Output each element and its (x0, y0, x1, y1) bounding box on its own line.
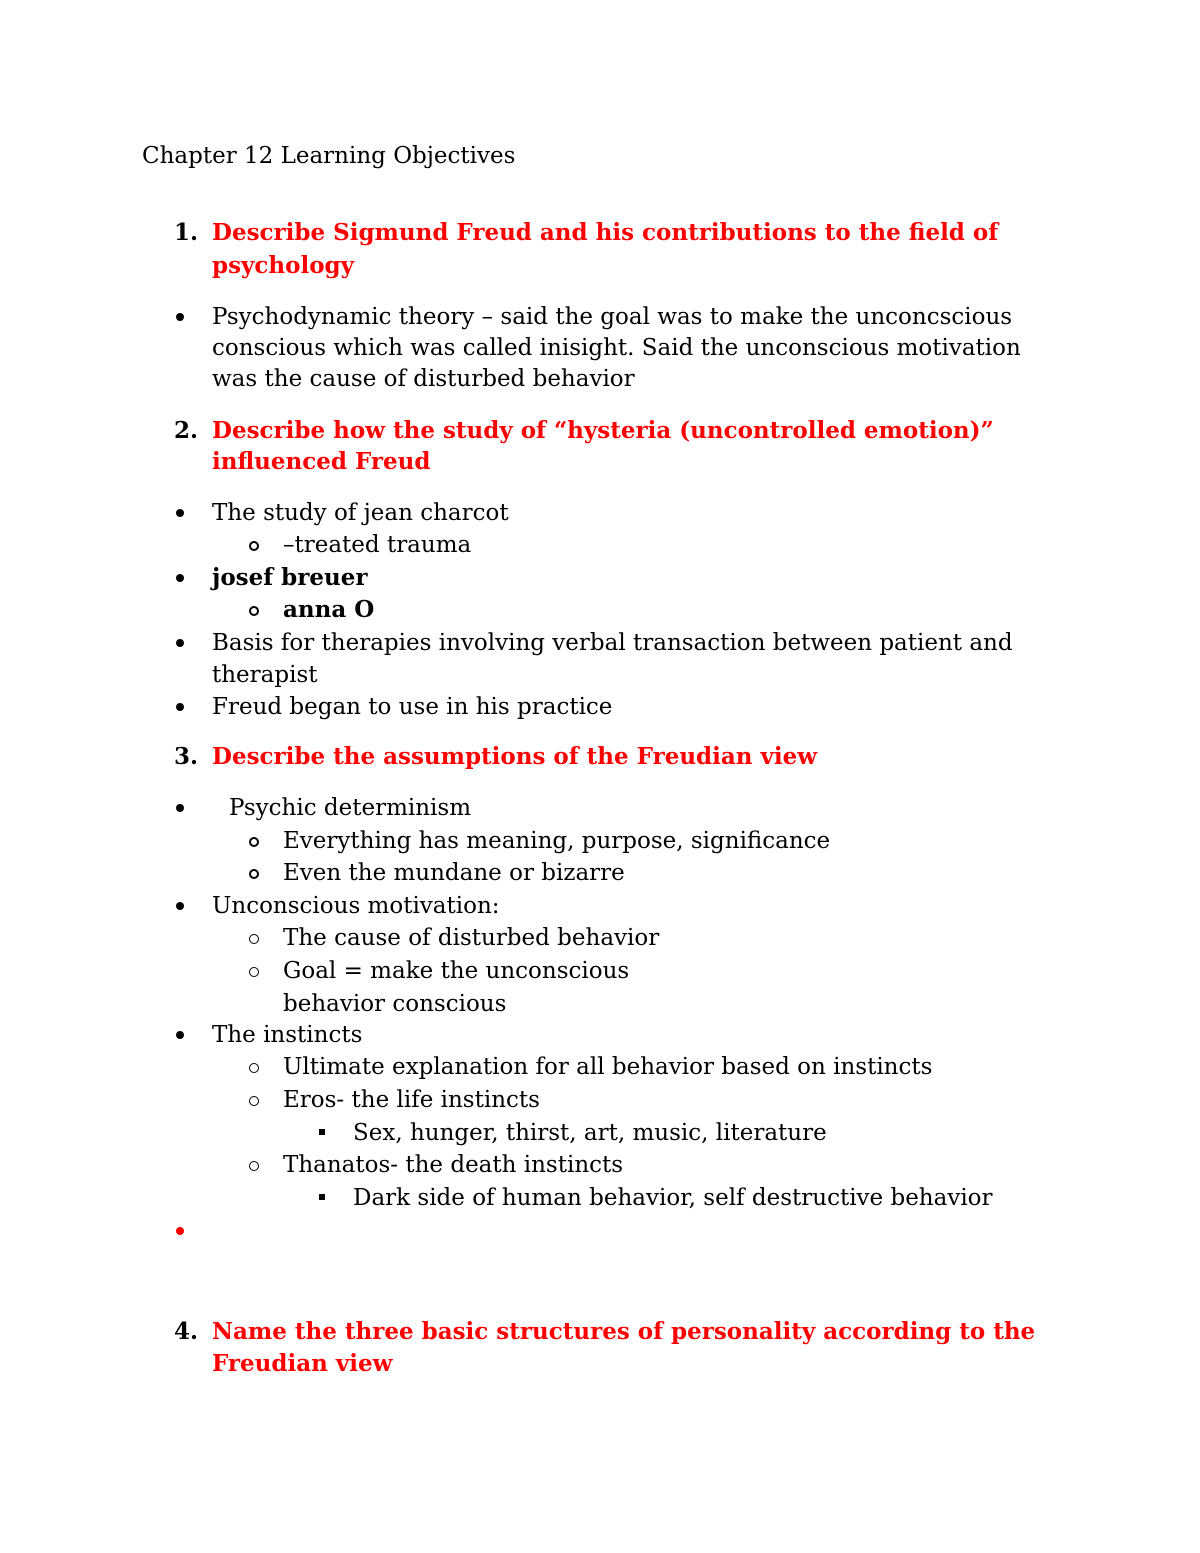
objective-4-number: 4. (174, 1318, 199, 1345)
square-bullet-icon (319, 1129, 325, 1135)
objective-3-note: Psychic determinism (229, 795, 472, 821)
objective-3-subsubnote: Sex, hunger, thirst, art, music, literature (353, 1120, 827, 1146)
objective-2-subnote: –treated trauma (283, 532, 472, 558)
objective-3-subnote: The cause of disturbed behavior (283, 925, 660, 951)
hollow-circle-bullet-icon (249, 606, 259, 616)
bullet-icon (176, 703, 184, 711)
objective-2-number: 2. (174, 417, 199, 444)
hollow-circle-bullet-icon (249, 541, 259, 551)
objective-3-subnote: Everything has meaning, purpose, significance (283, 828, 831, 854)
hollow-circle-bullet-icon (249, 967, 259, 977)
objective-3-note: The instincts (212, 1022, 363, 1048)
objective-2-heading-line-2: influenced Freud (212, 448, 431, 475)
objective-3-note: Unconscious motivation: (212, 893, 500, 919)
objective-1-note: conscious which was called inisight. Said the unconscious motivation (212, 335, 1021, 361)
bullet-icon (176, 509, 184, 517)
hollow-circle-bullet-icon (249, 934, 259, 944)
objective-4-heading-line-2: Freudian view (212, 1350, 393, 1377)
hollow-circle-bullet-icon (249, 837, 259, 847)
red-bullet-icon (176, 1227, 184, 1235)
objective-2-subnote: anna O (283, 596, 375, 623)
objective-2-note: Freud began to use in his practice (212, 694, 613, 720)
hollow-circle-bullet-icon (249, 1161, 259, 1171)
bullet-icon (176, 804, 184, 812)
objective-2-note: The study of jean charcot (212, 500, 509, 526)
objective-1-number: 1. (174, 219, 199, 246)
hollow-circle-bullet-icon (249, 1096, 259, 1106)
objective-3-heading-line-1: Describe the assumptions of the Freudian view (212, 743, 818, 770)
objective-2-note: josef breuer (212, 564, 368, 591)
objective-1-heading-line-2: psychology (212, 252, 354, 279)
objective-2-note: Basis for therapies involving verbal transaction between patient and (212, 630, 1013, 656)
bullet-icon (176, 574, 184, 582)
objective-2-heading-line-1: Describe how the study of “hysteria (uncontrolled emotion)” (212, 417, 994, 444)
objective-2-note: therapist (212, 662, 318, 688)
hollow-circle-bullet-icon (249, 1063, 259, 1073)
bullet-icon (176, 639, 184, 647)
objective-4-heading-line-1: Name the three basic structures of personality according to the (212, 1318, 1036, 1345)
document-title: Chapter 12 Learning Objectives (142, 143, 516, 169)
objective-3-number: 3. (174, 743, 199, 770)
objective-3-subnote: Eros- the life instincts (283, 1087, 540, 1113)
objective-3-subnote: behavior conscious (283, 991, 507, 1017)
bullet-icon (176, 1031, 184, 1039)
objective-3-subsubnote: Dark side of human behavior, self destructive behavior (353, 1185, 993, 1211)
square-bullet-icon (319, 1194, 325, 1200)
objective-1-heading-line-1: Describe Sigmund Freud and his contributions to the field of (212, 219, 999, 246)
objective-3-subnote: Thanatos- the death instincts (283, 1152, 624, 1178)
objective-3-subnote: Ultimate explanation for all behavior based on instincts (283, 1054, 933, 1080)
objective-1-note: Psychodynamic theory – said the goal was to make the unconcscious (212, 304, 1013, 330)
objective-3-subnote: Goal = make the unconscious (283, 958, 630, 984)
bullet-icon (176, 313, 184, 321)
hollow-circle-bullet-icon (249, 869, 259, 879)
objective-3-subnote: Even the mundane or bizarre (283, 860, 625, 886)
bullet-icon (176, 902, 184, 910)
objective-1-note: was the cause of disturbed behavior (212, 366, 635, 392)
